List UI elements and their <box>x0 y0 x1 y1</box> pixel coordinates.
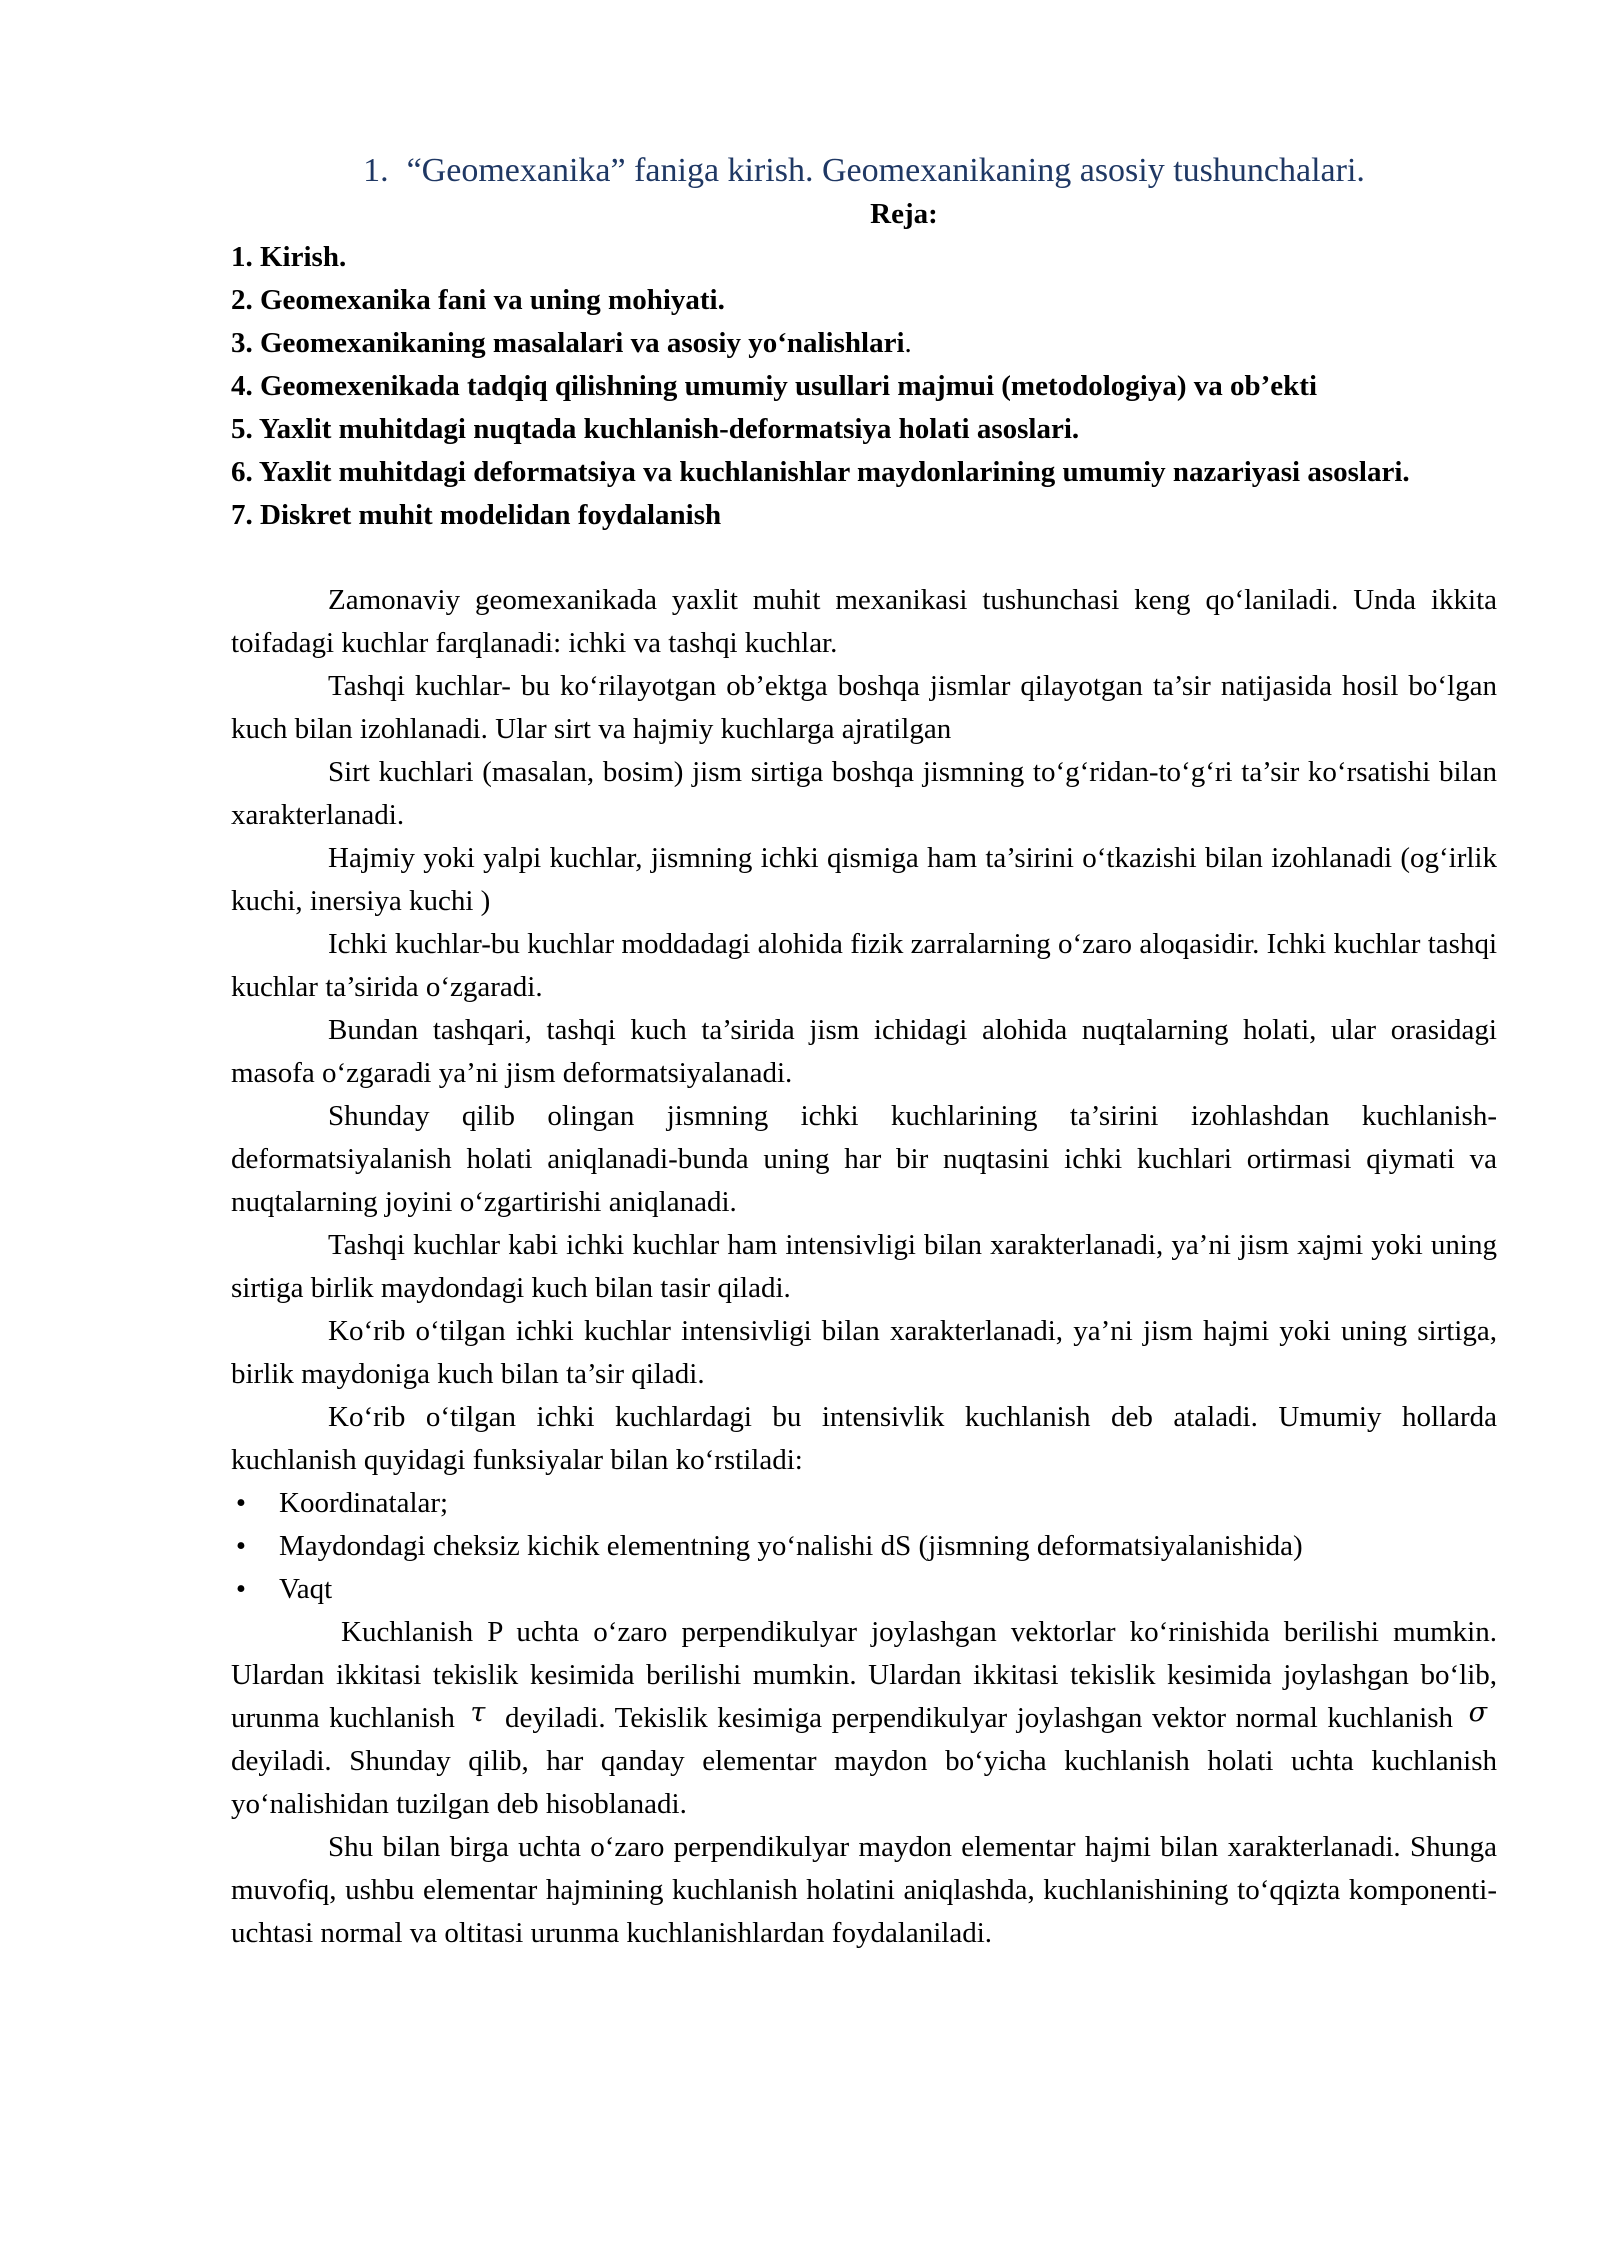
bullet-item <box>231 1525 1497 1568</box>
plan-item <box>231 494 1497 537</box>
heading-title: “Geomexanika” faniga kirish. Geomexanikaning asosiy tushunchalari. <box>406 152 1365 189</box>
paragraph-stress-components <box>231 1611 1497 1826</box>
plan-item <box>231 451 1497 494</box>
paragraph: Bundan tashqari, tashqi kuch ta’sirida jism ichidagi alohida nuqtalarning holati, ular orasidagi masofa o‘zgaradi ya’ni jism deformatsiyalanadi. <box>231 1014 1497 1089</box>
paragraph-part: deyiladi. Shunday qilib, har qanday elementar maydon bo‘yicha kuchlanish holati uchta kuchlanish yo‘nalishidan tuzilgan deb hisoblanadi. <box>231 1745 1497 1820</box>
document-page <box>231 150 1497 1955</box>
plan-item <box>231 322 1497 365</box>
sigma-symbol: σ <box>1468 1697 1488 1728</box>
bullet-item <box>231 1568 1497 1611</box>
paragraph: Hajmiy yoki yalpi kuchlar, jismning ichki qismiga ham ta’sirini o‘tkazishi bilan izohlanadi (og‘irlik kuchi, inersiya kuchi ) <box>231 842 1497 917</box>
plan-item-text: 2. Geomexanika fani va uning mohiyati. <box>231 284 725 316</box>
document-heading <box>231 150 1497 192</box>
paragraph: Shu bilan birga uchta o‘zaro perpendikulyar maydon elementar hajmi bilan xarakterlanadi. Shunga muvofiq, ushbu elementar hajmining kuchlanish holatini aniqlashda, kuchlanishining to‘qqizta komponenti-uchtasi normal va oltitasi urunma kuchlanishlardan foydalaniladi. <box>231 1831 1497 1949</box>
paragraph-part: deyiladi. Tekislik kesimiga perpendikulyar joylashgan vektor normal kuchlanish <box>504 1702 1453 1734</box>
paragraph: Zamonaviy geomexanikada yaxlit muhit mexanikasi tushunchasi keng qo‘laniladi. Unda ikkita toifadagi kuchlar farqlanadi: ichki va tashqi kuchlar. <box>231 584 1497 659</box>
plan-item <box>231 236 1497 279</box>
paragraph: Shunday qilib olingan jismning ichki kuchlarining ta’sirini izohlashdan kuchlanish-deformatsiyalanish holati aniqlanadi-bunda uning har bir nuqtasini ichki kuchlari ortirmasi qiymati va nuqtalarning joyini o‘zgartirishi aniqlanadi. <box>231 1100 1497 1218</box>
plan-item <box>231 279 1497 322</box>
paragraph: Ko‘rib o‘tilgan ichki kuchlar intensivligi bilan xarakterlanadi, ya’ni jism hajmi yoki uning sirtiga, birlik maydoniga kuch bilan ta’sir qiladi. <box>231 1315 1497 1390</box>
paragraph: Tashqi kuchlar- bu ko‘rilayotgan ob’ektga boshqa jismlar qilayotgan ta’sir natijasida hosil bo‘lgan kuch bilan izohlanadi. Ular sirt va hajmiy kuchlarga ajratilgan <box>231 670 1497 745</box>
plan-item-text: 4. Geomexenikada tadqiq qilishning umumiy usullari majmui (metodologiya) va ob’ekti <box>231 370 1318 402</box>
paragraph-part: Kuchlanish P uchta o‘zaro perpendikulyar joylashgan vektorlar ko‘rinishida berilishi mumkin. Ulardan ikkitasi tekislik kesimida berilishi mumkin. Ulardan ikkitasi tekislik kesimida joylashgan bo‘lib, urunma kuchlanish <box>231 1616 1497 1734</box>
bullet-text: Maydondagi cheksiz kichik elementning yo‘nalishi dS (jismning deformatsiyalanishida) <box>279 1530 1303 1562</box>
plan-list <box>231 236 1497 537</box>
plan-item-text: 7. Diskret muhit modelidan foydalanish <box>231 499 722 531</box>
plan-item <box>231 365 1497 408</box>
bullet-text: Vaqt <box>279 1573 333 1605</box>
heading-number: 1. <box>363 152 389 189</box>
tau-symbol: τ <box>470 1697 486 1728</box>
body-text <box>231 579 1497 1955</box>
bullet-item <box>231 1482 1497 1525</box>
bullet-dot-icon: • <box>235 1573 247 1605</box>
plan-item <box>231 408 1497 451</box>
paragraph: Ichki kuchlar-bu kuchlar moddadagi alohida fizik zarralarning o‘zaro aloqasidir. Ichki kuchlar tashqi kuchlar ta’sirida o‘zgaradi. <box>231 928 1497 1003</box>
paragraph: Tashqi kuchlar kabi ichki kuchlar ham intensivligi bilan xarakterlanadi, ya’ni jism xajmi yoki uning sirtiga birlik maydondagi kuch bilan tasir qiladi. <box>231 1229 1497 1304</box>
plan-item-trail: . <box>904 327 912 359</box>
plan-item-text: 3. Geomexanikaning masalalari va asosiy yo‘nalishlari <box>231 327 905 359</box>
plan-item-text: 6. Yaxlit muhitdagi deformatsiya va kuchlanishlar maydonlarining umumiy nazariyasi asoslari. <box>231 456 1410 488</box>
section-spacer <box>231 537 1497 579</box>
paragraph: Sirt kuchlari (masalan, bosim) jism sirtiga boshqa jismning to‘g‘ridan-to‘g‘ri ta’sir ko‘rsatishi bilan xarakterlanadi. <box>231 756 1497 831</box>
bullet-dot-icon: • <box>235 1530 247 1562</box>
bullet-text: Koordinatalar; <box>279 1487 449 1519</box>
plan-item-text: 1. Kirish. <box>231 241 347 273</box>
plan-item-text: 5. Yaxlit muhitdagi nuqtada kuchlanish-deformatsiya holati asoslari. <box>231 413 1080 445</box>
bullet-list <box>231 1482 1497 1611</box>
paragraph: Ko‘rib o‘tilgan ichki kuchlardagi bu intensivlik kuchlanish deb ataladi. Umumiy hollarda kuchlanish quyidagi funksiyalar bilan ko‘rstiladi: <box>231 1401 1497 1476</box>
bullet-dot-icon: • <box>235 1487 247 1519</box>
plan-label: Reja: <box>870 198 938 230</box>
